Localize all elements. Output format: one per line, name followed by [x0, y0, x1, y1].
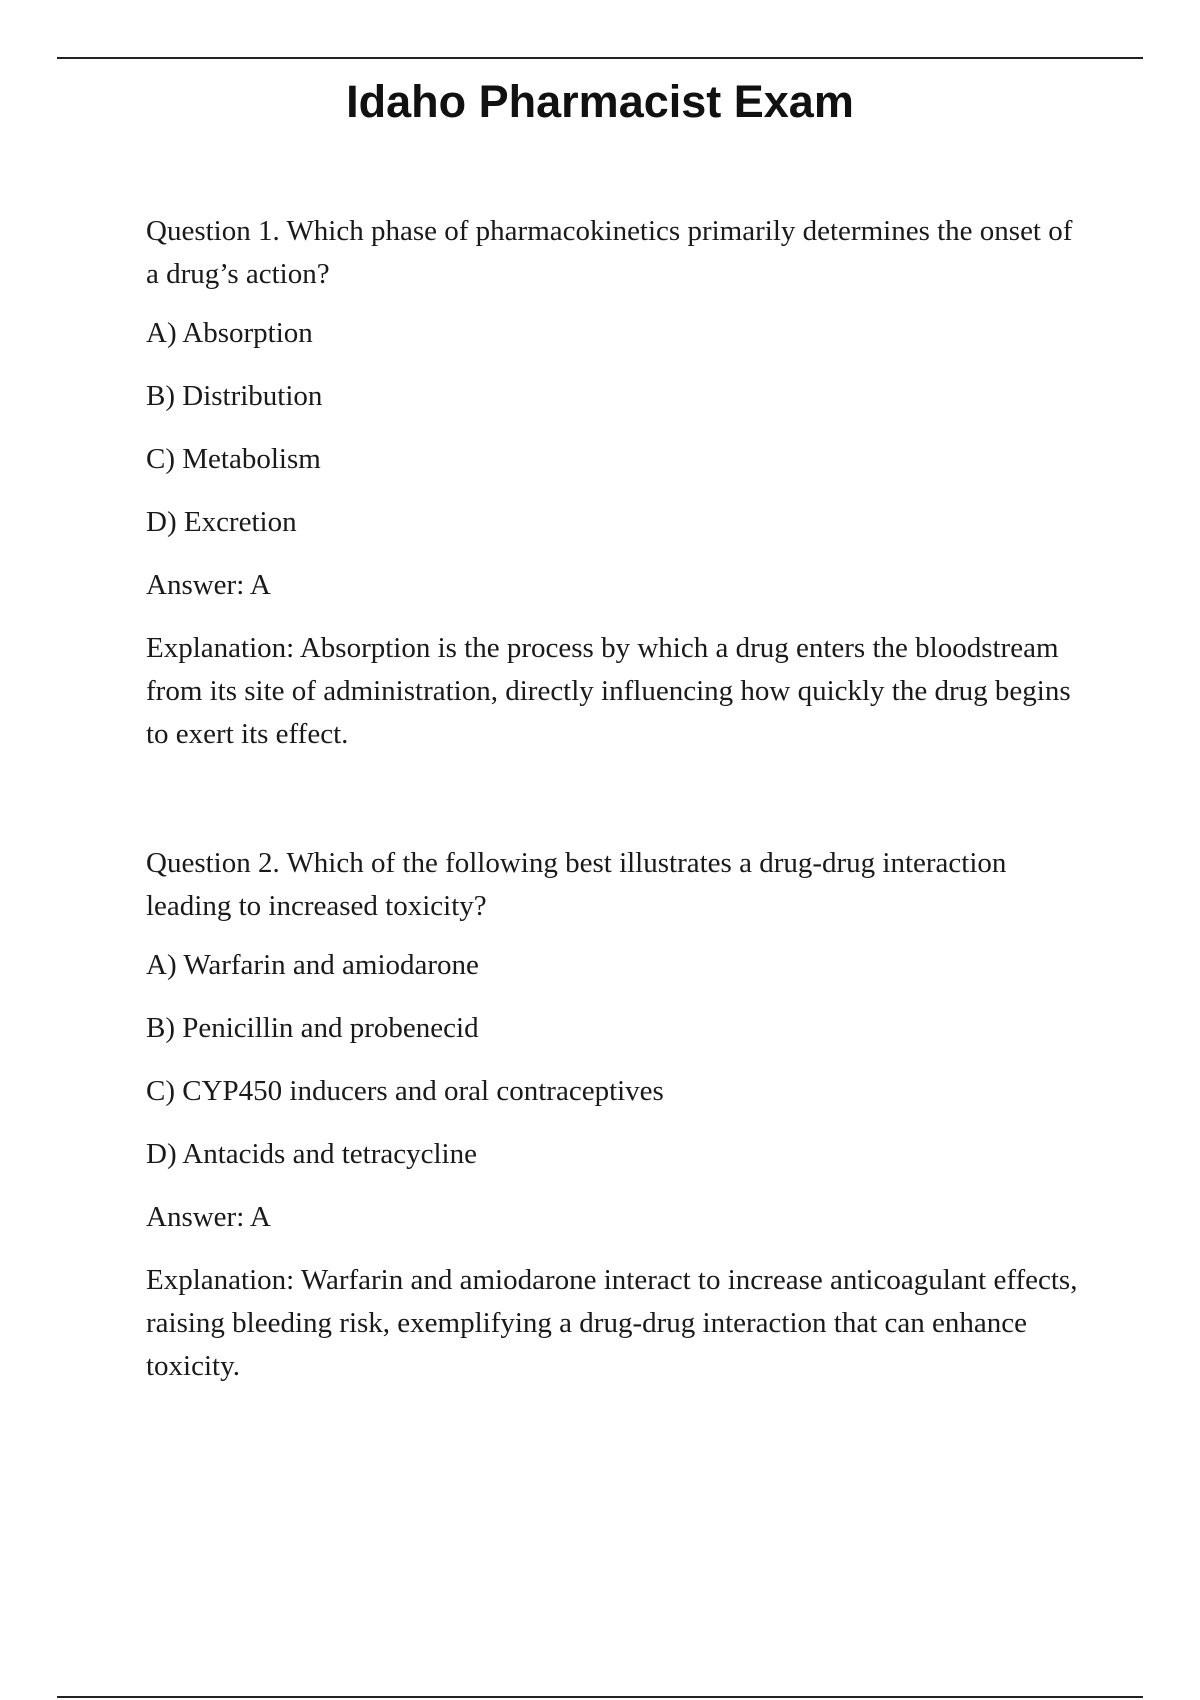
- answer-line: Answer: A: [146, 569, 271, 601]
- question-block: [146, 842, 1086, 1388]
- document-title: Idaho Pharmacist Exam: [346, 76, 854, 127]
- option-b: B) Distribution: [146, 380, 323, 412]
- option-d: D) Excretion: [146, 506, 297, 538]
- option-a: A) Absorption: [146, 317, 313, 349]
- options-list: [146, 944, 1086, 1176]
- option-c: C) Metabolism: [146, 443, 321, 475]
- answer-line: Answer: A: [146, 1201, 271, 1233]
- question-prompt: Question 2. Which of the following best illustrates a drug-drug interaction leading to increased toxicity?: [146, 847, 1007, 922]
- option-c: C) CYP450 inducers and oral contraceptives: [146, 1075, 664, 1107]
- footer-rule: [57, 1696, 1143, 1698]
- options-list: [146, 312, 1086, 544]
- option-d: D) Antacids and tetracycline: [146, 1138, 477, 1170]
- option-b: B) Penicillin and probenecid: [146, 1012, 479, 1044]
- option-a: A) Warfarin and amiodarone: [146, 949, 479, 981]
- question-prompt: Question 1. Which phase of pharmacokinetics primarily determines the onset of a drug’s action?: [146, 215, 1073, 290]
- header-rule: [57, 57, 1143, 59]
- explanation-text: Explanation: Warfarin and amiodarone interact to increase anticoagulant effects, raising bleeding risk, exemplifying a drug-drug interaction that can enhance toxicity.: [146, 1264, 1078, 1382]
- question-block: [146, 210, 1086, 756]
- explanation-text: Explanation: Absorption is the process by which a drug enters the bloodstream from its site of administration, directly influencing how quickly the drug begins to exert its effect.: [146, 632, 1071, 750]
